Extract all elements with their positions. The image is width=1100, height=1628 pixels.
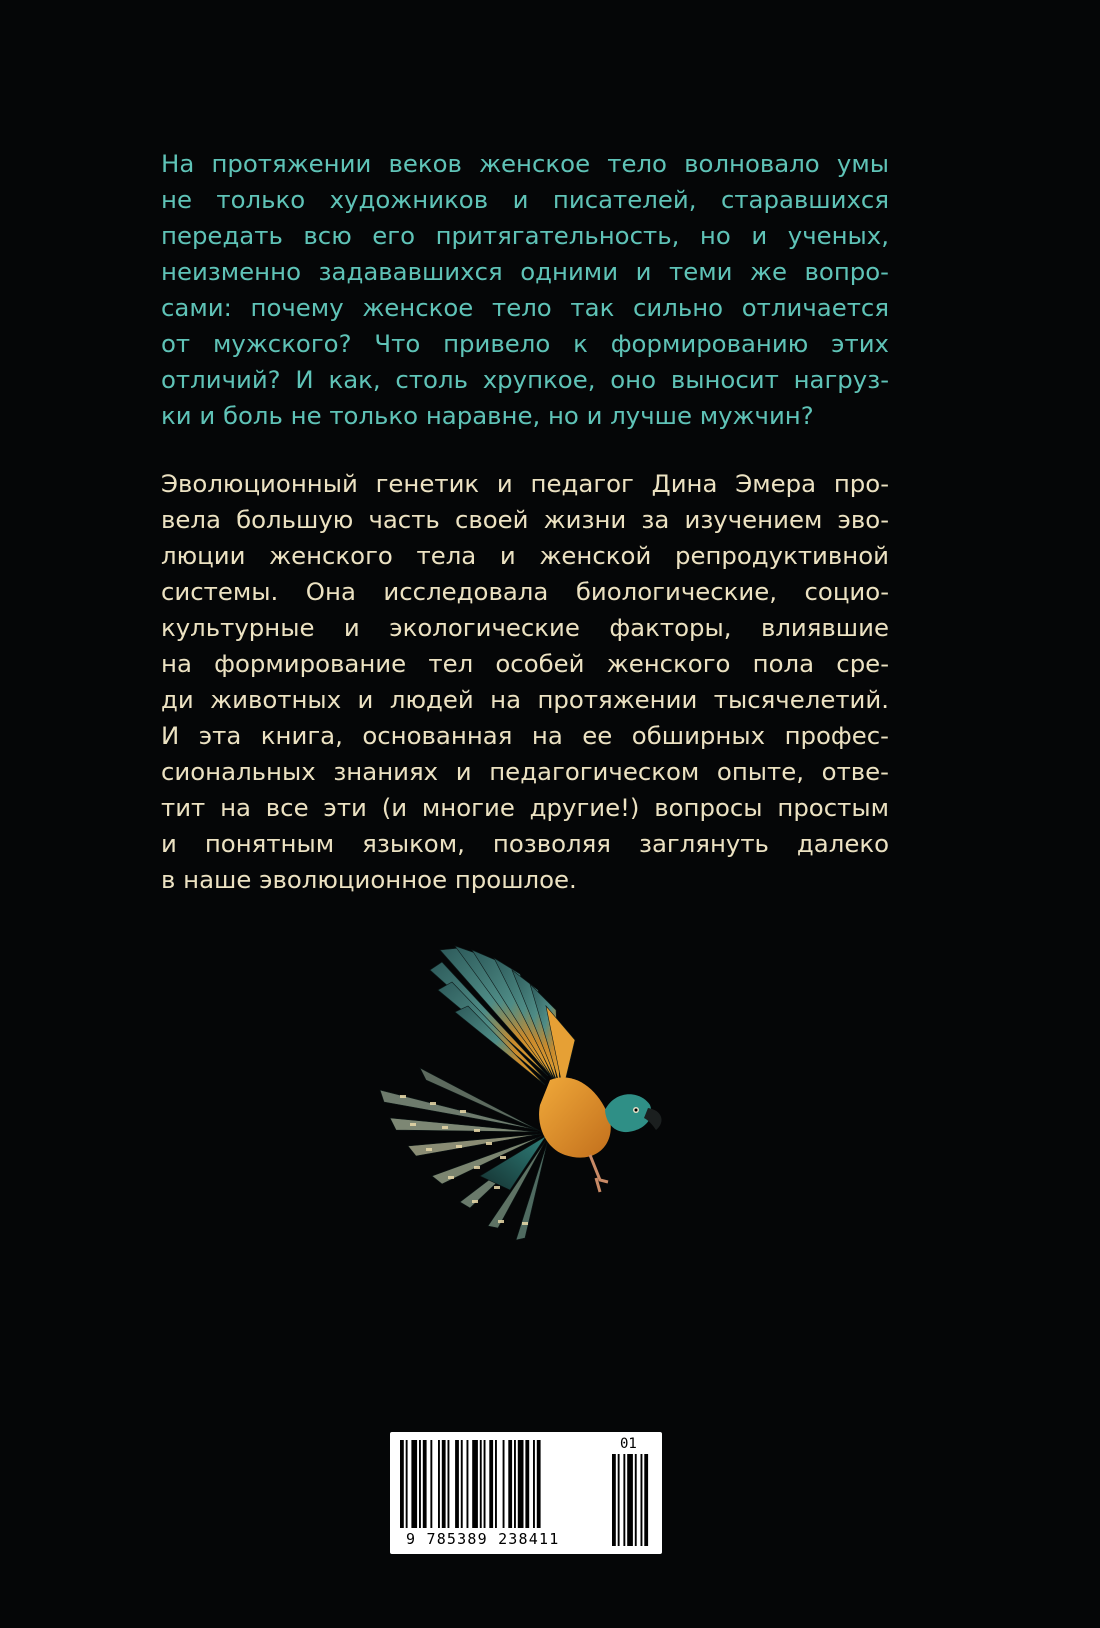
isbn-addon: 01 (620, 1436, 637, 1452)
wing (430, 946, 575, 1090)
blurb-line: ки и боль не только наравне, но и лучше мужчин? (161, 401, 814, 430)
barcode-addon-bar (635, 1454, 637, 1546)
blurb-line: от мужского? Что привело к формированию этих (161, 329, 889, 358)
blurb-paragraph-2 (161, 466, 889, 898)
barcode-bar (503, 1440, 505, 1528)
barcode-bar (411, 1440, 417, 1528)
blurb-line: На протяжении веков женское тело волновало умы (161, 149, 889, 178)
barcode-bar (525, 1440, 529, 1528)
barcode-bar (533, 1440, 535, 1528)
barcode-addon-bar (644, 1454, 648, 1546)
barcode-bar (514, 1440, 516, 1528)
isbn-barcode (390, 1432, 662, 1554)
barcode-addon-bar (623, 1454, 625, 1546)
blurb-line: сами: почему женское тело так сильно отличается (161, 293, 889, 322)
isbn-digits: 9 785389 238411 (406, 1530, 560, 1548)
barcode-bar (461, 1440, 463, 1528)
blurb-line: культурные и экологические факторы, влиявшие (161, 613, 889, 642)
parrot-icon (360, 940, 700, 1270)
tail (380, 1068, 548, 1240)
barcode-bar (537, 1440, 541, 1528)
barcode-bar (484, 1440, 486, 1528)
barcode-bar (423, 1440, 427, 1528)
barcode-bar (489, 1440, 493, 1528)
barcode-bar (480, 1440, 482, 1528)
blurb-line: люции женского тела и женской репродуктивной (161, 541, 889, 570)
blurb-line: и понятным языком, позволяя заглянуть далеко (161, 829, 889, 858)
blurb-line: И эта книга, основанная на ее обширных профес- (161, 721, 889, 750)
barcode-bar (406, 1440, 408, 1528)
barcode-bar (495, 1440, 497, 1528)
barcode-addon-bar (627, 1454, 633, 1546)
barcode-addon-bar (641, 1454, 643, 1546)
blurb-line: сиональных знаниях и педагогическом опыте, отве- (161, 757, 889, 786)
blurb-line: на формирование тел особей женского пола сре- (161, 649, 889, 678)
blurb-line: тит на все эти (и многие другие!) вопросы простым (161, 793, 889, 822)
blurb-line: Эволюционный генетик и педагог Дина Эмера про- (161, 469, 889, 498)
barcode-bar (438, 1440, 440, 1528)
barcode-addon-bar (612, 1454, 616, 1546)
barcode-bar (518, 1440, 524, 1528)
barcode-bar (472, 1440, 478, 1528)
head (605, 1094, 651, 1132)
blurb-line: вела большую часть своей жизни за изучением эво- (161, 505, 889, 534)
blurb-line: отличий? И как, столь хрупкое, оно выносит нагруз- (161, 365, 889, 394)
barcode-bar (419, 1440, 421, 1528)
blurb-line: в наше эволюционное прошлое. (161, 865, 577, 894)
blurb-line: ди животных и людей на протяжении тысячелетий. (161, 685, 889, 714)
body (539, 1077, 611, 1157)
blurb-paragraph-1 (161, 146, 889, 434)
blurb-line: передать всю его притягательность, но и ученых, (161, 221, 889, 250)
blurb-line: неизменно задававшихся одними и теми же вопро- (161, 257, 889, 286)
barcode-addon-bar (618, 1454, 620, 1546)
blurb-line: системы. Она исследовала биологические, социо- (161, 577, 889, 606)
barcode-bar (442, 1440, 446, 1528)
barcode-bar (508, 1440, 512, 1528)
blurb-line: не только художников и писателей, старавшихся (161, 185, 889, 214)
barcode-bar (430, 1440, 432, 1528)
barcode-bar (448, 1440, 450, 1528)
barcode-bar (400, 1440, 404, 1528)
barcode-bar (455, 1440, 459, 1528)
barcode-bar (467, 1440, 469, 1528)
